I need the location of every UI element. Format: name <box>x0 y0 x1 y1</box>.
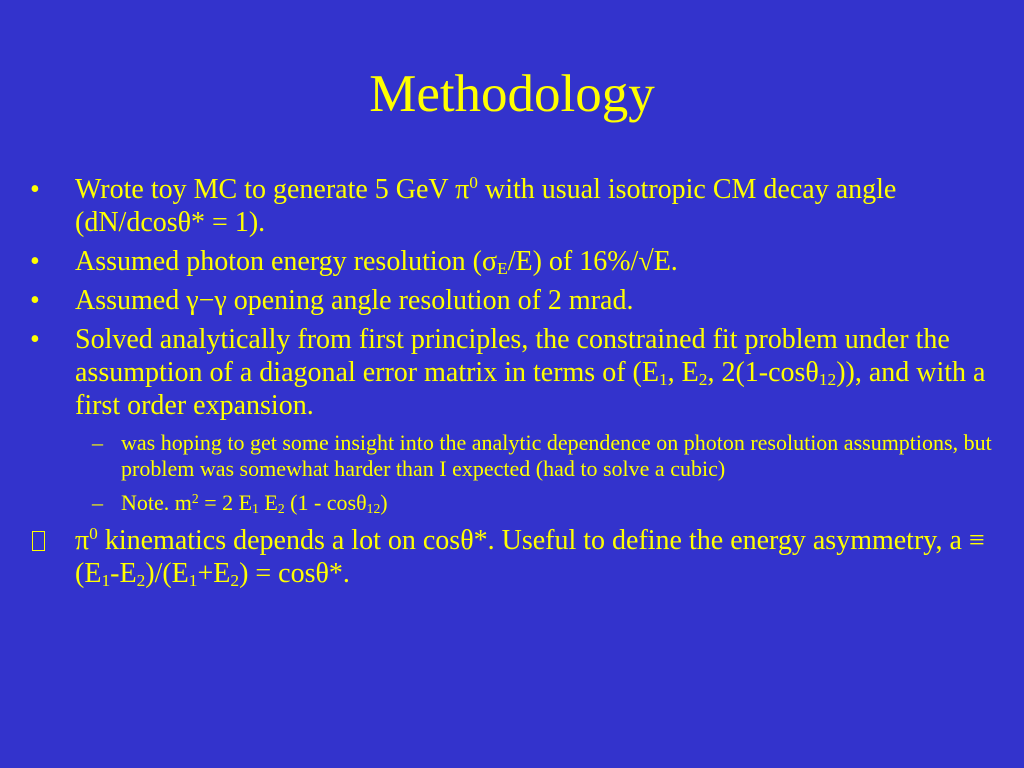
bullet-item <box>30 323 1005 516</box>
bullet-list <box>30 173 1005 596</box>
bullet-text: Assumed γ−γ opening angle resolution of 2 mrad. <box>75 285 634 316</box>
sub-bullet-list <box>75 430 1005 516</box>
sub-bullet-text: Note. $m^2 = 2$ $E_1$ $E_2$ (1 - cosθ$_{12}$) <box>121 490 388 517</box>
bullet-marker: • <box>30 246 40 277</box>
bullet-text: Assumed photon energy resolution $(\sigma_E/E)$ of 16%/√E. <box>75 246 678 279</box>
bullet-item <box>30 245 1005 278</box>
bullet-text: Wrote toy MC to generate 5 GeV $\pi^0$ with usual isotropic CM decay angle (dN/dcosθ* = 1). <box>75 173 897 238</box>
sub-bullet-marker: – <box>92 430 103 455</box>
bullet-marker: • <box>30 324 40 355</box>
sub-bullet-item <box>75 490 1005 516</box>
bullet-text: $\pi^0$ kinematics depends a lot on cosθ*. Useful to define the energy asymmetry, $a \equiv (E_1-E_2)/(E_1+E_2) = \cos\theta*$. <box>75 524 985 591</box>
sub-bullet-text: was hoping to get some insight into the analytic dependence on photon resolution assumptions, but problem was somewhat harder than I expected (had to solve a cubic) <box>121 430 992 481</box>
bullet-item <box>30 284 1005 317</box>
slide-title: Methodology <box>369 65 655 123</box>
missing-glyph-box-icon <box>30 524 70 559</box>
bullet-marker: • <box>30 174 40 205</box>
bullet-item <box>30 524 1005 590</box>
sub-bullet-marker: – <box>92 490 103 515</box>
sub-bullet-item <box>75 430 1005 482</box>
bullet-marker: • <box>30 285 40 316</box>
bullet-text: Solved analytically from first principles, the constrained fit problem under the assumption of a diagonal error matrix in terms of ($E_1$, $E_2$, 2(1-cosθ$_{12}$)), and with a first order expansion. <box>75 324 986 421</box>
bullet-item <box>30 173 1005 239</box>
